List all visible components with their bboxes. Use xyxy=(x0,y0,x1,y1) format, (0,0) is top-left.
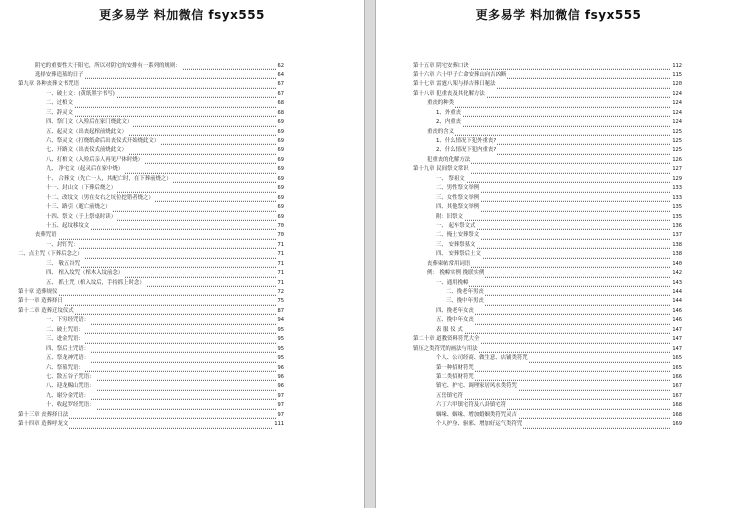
toc-entry-title: 姻缘、姻缘、增加婚姻类符咒灵吉 xyxy=(436,411,518,420)
toc-entry-title: 三、辞灵文 xyxy=(46,109,74,118)
toc-page-number: 70 xyxy=(277,231,285,240)
toc-page-number: 69 xyxy=(277,203,285,212)
toc-page-number: 168 xyxy=(671,401,682,410)
toc-page-number: 169 xyxy=(671,420,682,429)
toc-page-number: 140 xyxy=(671,260,682,269)
toc-entry-title: 二、男性祭文举例 xyxy=(436,184,480,193)
toc-page-number: 144 xyxy=(671,288,682,297)
toc-page-number: 146 xyxy=(671,316,682,325)
toc-entry-title: 重丧的含义 xyxy=(427,128,455,137)
toc-entry-title: 附：旧祭文 xyxy=(436,213,464,222)
toc-page-number: 135 xyxy=(671,213,682,222)
toc-entry-title: 例： 挽幛实例 挽联实例 xyxy=(427,269,485,278)
toc-entry-title: 四、祭后土咒语： xyxy=(46,345,90,354)
toc-page-number: 138 xyxy=(671,241,682,250)
toc-entry-title: 四、挽老年女丧 xyxy=(436,307,475,316)
toc-entry-title: 第十七章 雷霆八架与择吉葬日秘法 xyxy=(413,80,497,89)
toc-page-number: 124 xyxy=(671,90,682,99)
toc-entry-title: 二、点主咒（下葬后念之） xyxy=(18,250,84,259)
toc-entry-title: 第十八章 犯重丧及其化解方法 xyxy=(413,90,486,99)
toc-entry-title: 镇压之类符咒的画法与用法 xyxy=(413,345,479,354)
toc-entry-title: 第二类招财符咒 xyxy=(436,373,475,382)
toc-page-number: 142 xyxy=(671,269,682,278)
toc-entry-title: 1、外重丧 xyxy=(436,109,462,118)
toc-page-number: 71 xyxy=(277,250,285,259)
toc-entry-title: 第二十章 道教资料符咒大全 xyxy=(413,335,480,344)
toc-page-number: 69 xyxy=(277,184,285,193)
toc-page-number: 62 xyxy=(277,62,285,71)
toc-page-number: 120 xyxy=(671,80,682,89)
toc-entry-title: 重丧的种类 xyxy=(427,99,455,108)
toc-page-number: 71 xyxy=(277,260,285,269)
toc-page-number: 125 xyxy=(671,146,682,155)
toc-entry-title: 第十六章 六十甲子亡命安葬山向吉凶断 xyxy=(413,71,507,80)
toc-page-number: 95 xyxy=(277,335,285,344)
toc-entry-title: 一、通用挽幛 xyxy=(436,279,469,288)
toc-entry xyxy=(376,420,741,429)
toc-page-number: 69 xyxy=(277,128,285,137)
toc-page-number: 124 xyxy=(671,118,682,127)
toc-page-number: 70 xyxy=(277,222,285,231)
toc-entry-title: 个人护身、驱邪、增加好运气类符咒 xyxy=(436,420,523,429)
toc-entry-title: 二、过棺文 xyxy=(46,99,74,108)
toc-entry-title: 三、挽中年男丧 xyxy=(446,297,485,306)
toc-entry-title: 个人、公司经商、做生意、店铺类符咒 xyxy=(436,354,529,363)
toc-page-number: 87 xyxy=(277,307,285,316)
page-gutter xyxy=(364,0,376,508)
toc-entry-title: 第九章 各种丧葬文书咒语 xyxy=(18,80,80,89)
toc-entry-title: 二、破土咒语： xyxy=(46,326,85,335)
toc-entry-title: 十一、封山文（下葬后烧之） xyxy=(46,184,117,193)
toc-page-number: 96 xyxy=(277,373,285,382)
toc-page-number: 146 xyxy=(671,307,682,316)
toc-page-number: 95 xyxy=(277,326,285,335)
toc-entry-title: 七、散五谷子咒语： xyxy=(46,373,96,382)
toc-entry-title: 三、女性祭文举例 xyxy=(436,194,480,203)
toc-page-number: 135 xyxy=(671,203,682,212)
toc-page-number: 124 xyxy=(671,99,682,108)
toc-entry-title: 丧葬咒语 xyxy=(35,231,58,240)
toc-page-number: 69 xyxy=(277,118,285,127)
toc-entry-title: 第十九章 民间祭文常识 xyxy=(413,165,470,174)
toc-entry-title: 犯重丧的化解方法 xyxy=(427,156,471,165)
toc-entry-title: 七、开路文（出丧仪式前烧此文） xyxy=(46,146,128,155)
toc-entry-title: 2、什么情况下犯内重丧? xyxy=(436,146,497,155)
toc-entry-title: 四、其他祭文举例 xyxy=(436,203,480,212)
toc-page-number: 97 xyxy=(277,401,285,410)
toc-page-number: 147 xyxy=(671,326,682,335)
toc-entry-title: 五、起灵文（出丧起棺前烧此文） xyxy=(46,128,128,137)
toc-entry-title: 六、祭墓咒语： xyxy=(46,364,85,373)
toc-entry-title: 十二、改坟文（男在女右之坑位挖错者烧之） xyxy=(46,194,155,203)
toc-entry-title: 三、进金咒语： xyxy=(46,335,85,344)
left-document-page xyxy=(0,0,364,508)
toc-entry-title: 第十三章 丧葬择日法 xyxy=(18,411,69,420)
toc-entry-title: 四、 安葬祭后土文 xyxy=(436,250,482,259)
toc-page-number: 137 xyxy=(671,231,682,240)
toc-page-number: 111 xyxy=(273,420,284,429)
toc-page-number: 136 xyxy=(671,222,682,231)
toc-page-number: 67 xyxy=(277,90,285,99)
toc-entry-title: 第十一章 造葬择日 xyxy=(18,297,64,306)
toc-list xyxy=(0,62,364,430)
toc-page-number: 75 xyxy=(277,297,285,306)
toc-entry-title: 九、谢分金咒语： xyxy=(46,392,90,401)
toc-page-number: 69 xyxy=(277,175,285,184)
toc-page-number: 127 xyxy=(671,165,682,174)
toc-entry xyxy=(0,420,364,429)
toc-page-number: 97 xyxy=(277,411,285,420)
toc-page-number: 166 xyxy=(671,373,682,382)
toc-entry-title: 一、破土文：(黄纸黑字书写) xyxy=(46,90,116,99)
toc-entry-title: 十四、祭文（于上祭桌时读） xyxy=(46,213,117,222)
toc-entry-title: 三、 敬五谷咒 xyxy=(46,260,81,269)
toc-page-number: 112 xyxy=(671,62,682,71)
toc-page-number: 129 xyxy=(671,175,682,184)
toc-page-number: 143 xyxy=(671,279,682,288)
toc-page-number: 71 xyxy=(277,269,285,278)
toc-entry-title: 第十二章 造葬迁坟仪式 xyxy=(18,307,75,316)
right-document-page xyxy=(376,0,741,508)
toc-entry-title: 二、掩土安葬祭文 xyxy=(436,231,480,240)
toc-page-number: 72 xyxy=(277,288,285,297)
toc-entry-title: 三、 安葬祭墓文 xyxy=(436,241,476,250)
toc-page-number: 94 xyxy=(277,316,285,325)
toc-entry-title: 一、 起车祭文式 xyxy=(436,222,476,231)
toc-page-number: 69 xyxy=(277,146,285,155)
toc-page-number: 69 xyxy=(277,213,285,222)
toc-page-number: 138 xyxy=(671,250,682,259)
toc-page-number: 95 xyxy=(277,345,285,354)
toc-entry-title: 丧葬柬帖常用词语 xyxy=(427,260,471,269)
toc-entry-title: 第一种招财符咒 xyxy=(436,364,475,373)
toc-entry-title: 二、挽老年男丧 xyxy=(446,288,485,297)
toc-entry-title: 一、下穷经咒语： xyxy=(46,316,90,325)
toc-entry-title: 一、封钉咒： xyxy=(46,241,79,250)
toc-page-number: 124 xyxy=(671,109,682,118)
toc-entry-title: 1、什么情况下犯外重丧? xyxy=(436,137,497,146)
toc-page-number: 96 xyxy=(277,382,285,391)
toc-page-number: 96 xyxy=(277,364,285,373)
toc-page-number: 125 xyxy=(671,137,682,146)
toc-entry-title: 第十四章 造葬呼龙文 xyxy=(18,420,69,429)
toc-entry-title: 四、祭门文（入殓后在家门烧此文） xyxy=(46,118,133,127)
toc-entry-title: 五、祭龙神咒语： xyxy=(46,354,90,363)
toc-page-number: 115 xyxy=(671,71,682,80)
toc-page-number: 167 xyxy=(671,382,682,391)
toc-page-number: 147 xyxy=(671,335,682,344)
toc-page-number: 69 xyxy=(277,137,285,146)
toc-page-number: 133 xyxy=(671,194,682,203)
toc-list xyxy=(376,62,741,430)
toc-entry-title: 九、 净宅文（起灵后在家中烧） xyxy=(46,165,124,174)
toc-entry-title: 选择安葬造墓的日子 xyxy=(35,71,85,80)
toc-page-number: 64 xyxy=(277,71,285,80)
toc-entry-title: 八、打棺文（入殓后亲人再见尸体时烧） xyxy=(46,156,144,165)
toc-page-number: 168 xyxy=(671,411,682,420)
toc-page-number: 95 xyxy=(277,354,285,363)
toc-page-number: 165 xyxy=(671,364,682,373)
toc-page-number: 69 xyxy=(277,165,285,174)
toc-entry-title: 五、挽中年女丧 xyxy=(436,316,475,325)
toc-entry-title: 第十五章 阴宅安葬口诀 xyxy=(413,62,470,71)
toc-entry-title: 六丁六甲镇宅符及八卦镇宅符 xyxy=(436,401,507,410)
toc-entry-title: 表 服 仪 式 xyxy=(436,326,464,335)
toc-entry-title: 十、 合葬文（先亡一人，其配亡时，在下葬前烧之） xyxy=(46,175,173,184)
toc-page-number: 68 xyxy=(277,109,285,118)
toc-page-number: 69 xyxy=(277,156,285,165)
toc-page-number: 71 xyxy=(277,241,285,250)
toc-entry-title: 五岳镇宅符 xyxy=(436,392,464,401)
toc-entry-title: 十五、起坟移坟文 xyxy=(46,222,90,231)
toc-entry-title: 第十章 造葬规仪 xyxy=(18,288,58,297)
toc-page-number: 144 xyxy=(671,297,682,306)
toc-page-number: 67 xyxy=(277,80,285,89)
toc-page-number: 133 xyxy=(671,184,682,193)
toc-entry-title: 十、收起罗经咒语： xyxy=(46,401,96,410)
toc-entry-title: 六、祭灵文（打烧纸命后出丧仪式开始烧此文） xyxy=(46,137,160,146)
toc-page-number: 125 xyxy=(671,128,682,137)
toc-page-number: 71 xyxy=(277,279,285,288)
toc-page-number: 165 xyxy=(671,354,682,363)
toc-entry-title: 阴宅的重要性大于阳宅，所以对阴宅的安排有一系列的规则： xyxy=(35,62,182,71)
toc-page-number: 69 xyxy=(277,194,285,203)
toc-page-number: 147 xyxy=(671,345,682,354)
toc-entry-title: 2、内重丧 xyxy=(436,118,462,127)
toc-entry-title: 镇宅、护宅、调理家居风水类符咒 xyxy=(436,382,518,391)
page-header: 更多易学 料加微信 fsyx555 xyxy=(475,8,642,22)
toc-entry-title: 五、 抓土咒（棺入坟后，手持抓上时念） xyxy=(46,279,146,288)
toc-page-number: 97 xyxy=(277,392,285,401)
page-header: 更多易学 料加微信 fsyx555 xyxy=(99,8,265,22)
toc-page-number: 167 xyxy=(671,392,682,401)
toc-entry-title: 四、 棺入坟咒（棺木入坟前念） xyxy=(46,269,124,278)
toc-entry-title: 十三、路引（逝亡前烧之） xyxy=(46,203,112,212)
toc-entry-title: 一、 祭祖文 xyxy=(436,175,466,184)
toc-page-number: 126 xyxy=(671,156,682,165)
toc-page-number: 68 xyxy=(277,99,285,108)
toc-entry-title: 八、迎龙赐山咒语： xyxy=(46,382,96,391)
